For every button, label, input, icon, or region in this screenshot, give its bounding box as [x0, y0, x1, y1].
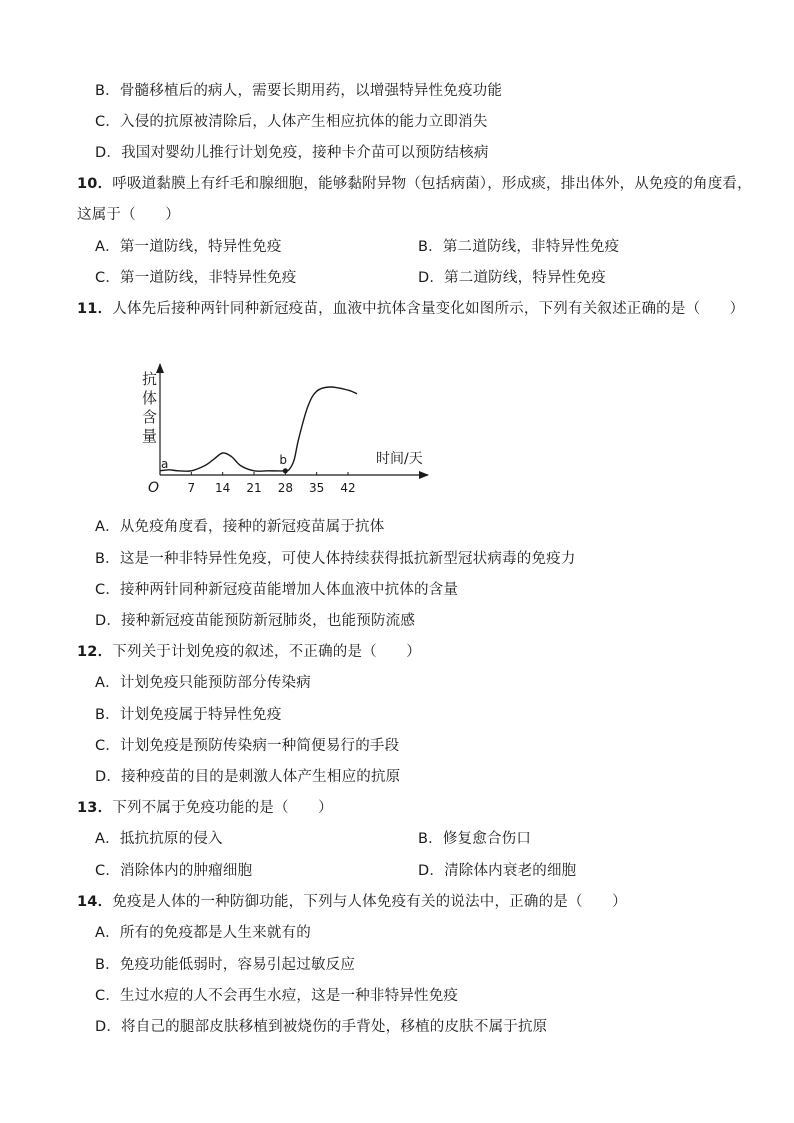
y-axis-label — [142, 370, 157, 445]
q12-number: 12． — [77, 644, 113, 660]
y-axis-label-char: 含 — [142, 408, 158, 426]
q12-option-b: B．计划免疫属于特异性免疫 — [95, 707, 282, 723]
q13-option-a: A．抵抗抗原的侵入 — [95, 831, 223, 847]
q12-stem — [77, 642, 421, 662]
q11-option-a: A．从免疫角度看，接种的新冠疫苗属于抗体 — [95, 519, 385, 535]
q9-option-b: B．骨髓移植后的病人，需要长期用药，以增强特异性免疫功能 — [95, 83, 503, 99]
q11-stem — [77, 299, 744, 319]
antibody-chart — [140, 362, 440, 497]
q14-stem-text: 免疫是人体的一种防御功能，下列与人体免疫有关的说法中，正确的是（ ） — [112, 894, 627, 910]
x-tick-label: 35 — [309, 481, 325, 495]
q14-option-d: D．将自己的腿部皮肤移植到被烧伤的手背处，移植的皮肤不属于抗原 — [95, 1019, 548, 1035]
antibody-curve — [160, 387, 357, 471]
q13-stem-text: 下列不属于免疫功能的是（ ） — [112, 800, 333, 816]
q10-option-d: D．第二道防线，特异性免疫 — [418, 270, 606, 286]
q14-stem — [77, 892, 627, 912]
y-axis-label-char: 体 — [142, 389, 158, 407]
q10-option-b: B．第二道防线，非特异性免疫 — [418, 239, 620, 255]
y-axis-label-char: 抗 — [142, 370, 158, 388]
point-a-label: a — [161, 456, 169, 471]
point-b-label: b — [279, 452, 287, 467]
q13-option-c: C．消除体内的肿瘤细胞 — [95, 863, 253, 879]
y-axis-label-char: 量 — [142, 427, 158, 445]
q12-option-a: A．计划免疫只能预防部分传染病 — [95, 675, 311, 691]
x-tick-label: 42 — [340, 481, 356, 495]
x-tick-label: 21 — [246, 481, 262, 495]
q11-option-d: D．接种新冠疫苗能预防新冠肺炎，也能预防流感 — [95, 613, 416, 629]
q11-option-c: C．接种两针同种新冠疫苗能增加人体血液中抗体的含量 — [95, 582, 459, 598]
q10-stem-text: 呼吸道黏膜上有纤毛和腺细胞，能够黏附异物（包括病菌），形成痰，排出体外，从免疫的角度看， — [112, 176, 752, 192]
q13-option-d: D．清除体内衰老的细胞 — [418, 863, 577, 879]
x-tick-label: 14 — [215, 481, 231, 495]
q13-option-b: B．修复愈合伤口 — [418, 831, 532, 847]
point-b-marker — [283, 468, 288, 473]
x-axis-label: 时间/天 — [376, 451, 423, 467]
q10-stem-line1 — [77, 174, 752, 194]
q13-number: 13． — [77, 800, 113, 816]
q12-option-d: D．接种疫苗的目的是刺激人体产生相应的抗原 — [95, 769, 401, 785]
q10-option-a: A．第一道防线，特异性免疫 — [95, 239, 282, 255]
q10-number: 10． — [77, 176, 113, 192]
q11-number: 11． — [77, 301, 113, 317]
q14-option-a: A．所有的免疫都是人生来就有的 — [95, 925, 311, 941]
q14-option-c: C．生过水痘的人不会再生水痘，这是一种非特异性免疫 — [95, 988, 459, 1004]
q10-option-c: C．第一道防线，非特异性免疫 — [95, 270, 297, 286]
q11-stem-text: 人体先后接种两针同种新冠疫苗，血液中抗体含量变化如图所示，下列有关叙述正确的是（ ） — [112, 301, 745, 317]
x-tick-label: 28 — [277, 481, 293, 495]
q11-option-b: B．这是一种非特异性免疫，可使人体持续获得抵抗新型冠状病毒的免疫力 — [95, 551, 576, 567]
q14-number: 14． — [77, 894, 113, 910]
q12-stem-text: 下列关于计划免疫的叙述，不正确的是（ ） — [112, 644, 421, 660]
q10-stem-line2: 这属于（ ） — [77, 207, 180, 223]
q12-option-c: C．计划免疫是预防传染病一种简便易行的手段 — [95, 738, 400, 754]
x-tick-label: 7 — [187, 481, 196, 495]
q9-option-d: D．我国对婴幼儿推行计划免疫，接种卡介苗可以预防结核病 — [95, 145, 489, 161]
q9-option-c: C．入侵的抗原被清除后，人体产生相应抗体的能力立即消失 — [95, 114, 488, 130]
q13-stem — [77, 798, 333, 818]
origin-label: O — [148, 480, 160, 496]
q14-option-b: B．免疫功能低弱时，容易引起过敏反应 — [95, 957, 356, 973]
